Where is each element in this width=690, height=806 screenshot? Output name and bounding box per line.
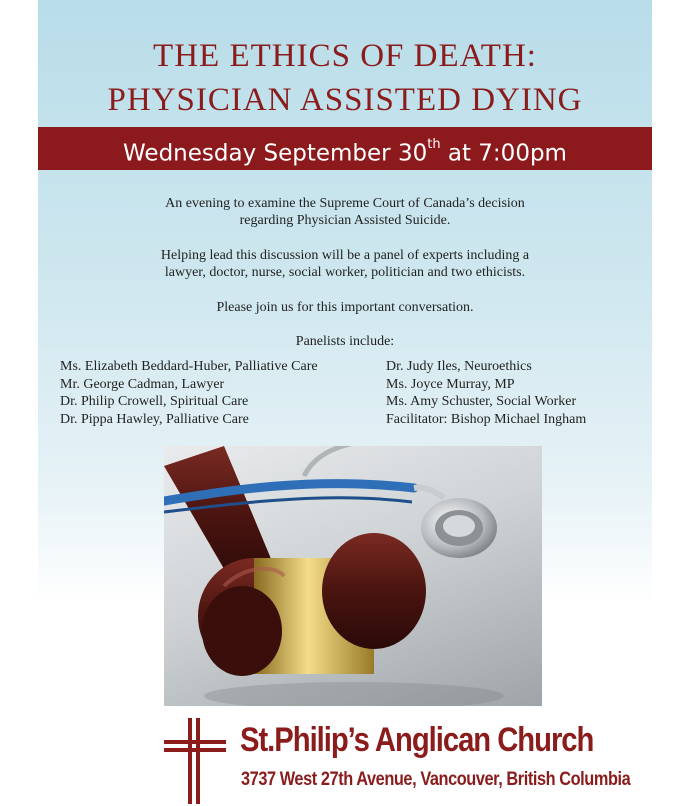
invitation-text: Please join us for this important conversation. — [216, 300, 474, 315]
date-time: at 7:00pm — [440, 140, 567, 167]
panelist: Ms. Elizabeth Beddard-Huber, Palliative Care — [60, 359, 318, 374]
event-title-line1: THE ETHICS OF DEATH: — [153, 38, 537, 74]
cross-logo-icon — [164, 718, 226, 804]
church-address: 3737 West 27th Avenue, Vancouver, British Columbia — [241, 769, 631, 790]
panelist: Dr. Pippa Hawley, Palliative Care — [60, 411, 249, 427]
panelists-heading: Panelists include: — [295, 334, 395, 349]
panelist: Dr. Judy Iles, Neuroethics — [386, 359, 532, 374]
date-banner — [38, 127, 652, 170]
gavel-stethoscope-photo — [164, 446, 542, 706]
date-suffix: th — [427, 137, 441, 152]
event-poster — [38, 0, 652, 806]
panelist: Ms. Joyce Murray, MP — [386, 376, 515, 392]
panelists-left-column — [60, 358, 318, 428]
panelist: Facilitator: Bishop Michael Ingham — [386, 411, 587, 427]
event-title-line2: PHYSICIAN ASSISTED DYING — [107, 82, 583, 118]
panelist: Ms. Amy Schuster, Social Worker — [386, 394, 577, 409]
intro-paragraph: An evening to examine the Supreme Court of Canada’s decision regarding Physician Assisted Suicide. — [165, 196, 525, 228]
panelists-right-column — [386, 358, 586, 428]
gavel-stethoscope-illustration — [164, 446, 542, 706]
date-main: Wednesday September 30 — [123, 140, 428, 167]
panelist: Dr. Philip Crowell, Spiritual Care — [60, 394, 249, 409]
panel-paragraph: Helping lead this discussion will be a panel of experts including a lawyer, doctor, nurse, social worker, politician and two ethicists. — [160, 248, 530, 280]
church-name: St.Philip’s Anglican Church — [240, 721, 594, 759]
panelist: Mr. George Cadman, Lawyer — [60, 376, 225, 392]
